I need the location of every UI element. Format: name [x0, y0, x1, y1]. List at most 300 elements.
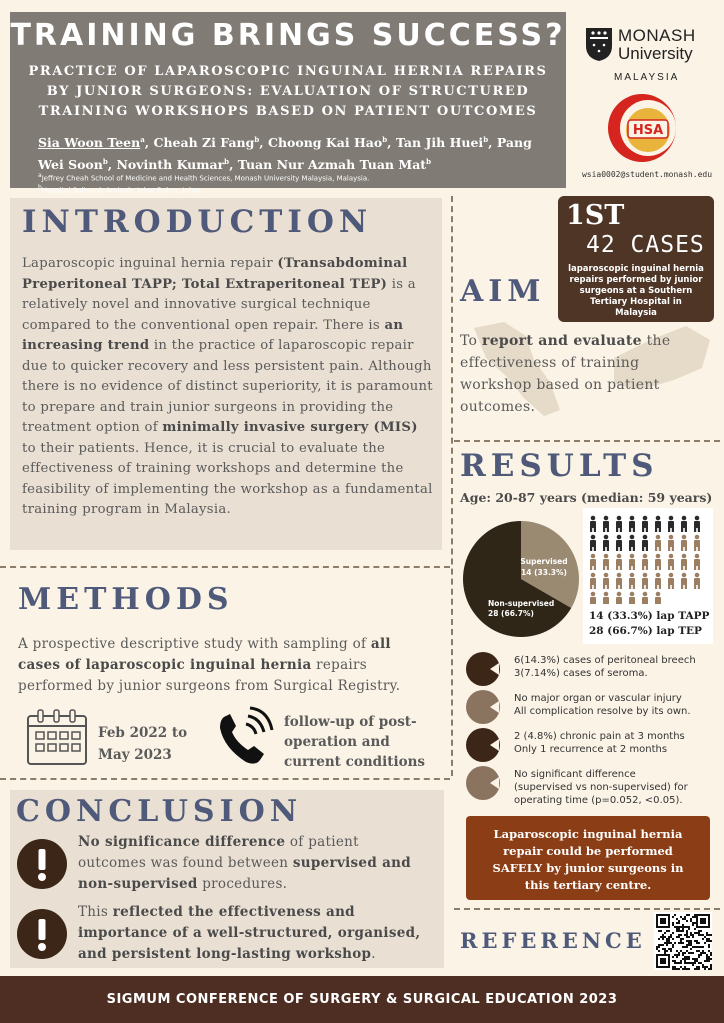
qr-module [682, 926, 684, 928]
qr-module [678, 926, 680, 928]
person-icon [655, 535, 661, 551]
person-icon [681, 554, 687, 570]
qr-module [660, 944, 662, 946]
qr-module [700, 946, 702, 948]
qr-module [706, 938, 708, 940]
affiliation-text: Jeffrey Cheah School of Medicine and Health Sciences, Monash University Malaysia, Malaysia. [41, 174, 370, 183]
qr-module [698, 934, 700, 936]
qr-module [676, 950, 678, 952]
qr-module [678, 920, 680, 922]
qr-module [682, 938, 684, 940]
qr-module [660, 936, 662, 938]
qr-module [666, 942, 668, 944]
qr-module [694, 960, 696, 962]
qr-module [678, 952, 680, 954]
monash-crest-icon [584, 26, 614, 62]
qr-module [668, 942, 670, 944]
arrow-icon [490, 701, 499, 713]
qr-module [674, 942, 676, 944]
qr-module [698, 942, 700, 944]
qr-module [698, 930, 700, 932]
person-icon [590, 573, 596, 589]
qr-module [710, 964, 712, 966]
text-run: is a relatively novel and innovative surgical technique compared to the conventional open repair. There is [22, 276, 416, 333]
qr-module [706, 934, 708, 936]
qr-module [710, 940, 712, 942]
qr-module [678, 936, 680, 938]
qr-module [686, 926, 688, 928]
qr-module [698, 946, 700, 948]
person-icon [668, 573, 674, 589]
qr-module [676, 968, 678, 970]
qr-module [692, 946, 694, 948]
result-item [466, 690, 720, 730]
text-run: procedures. [197, 876, 288, 892]
qr-module [682, 930, 684, 932]
person-icon [629, 535, 635, 551]
qr-module [708, 950, 710, 952]
qr-module [686, 934, 688, 936]
qr-module [688, 944, 690, 946]
text-run: Laparoscopic inguinal hernia repair [22, 256, 278, 271]
qr-module [684, 918, 686, 920]
text-run: of patient outcomes was found between [78, 834, 359, 871]
poster-subtitle: PRACTICE OF LAPAROSCOPIC INGUINAL HERNIA REPAIRS BY JUNIOR SURGEONS: EVALUATION OF STRUCTURED TRAINING WORKSHOPS BASED ON PATIENT OUTCOMES [28, 64, 548, 119]
qr-module [686, 930, 688, 932]
qr-module [662, 944, 664, 946]
qr-module [702, 966, 704, 968]
results-heading: RESULTS [460, 448, 659, 484]
person-icon [590, 554, 596, 570]
qr-module [684, 958, 686, 960]
qr-module [680, 930, 682, 932]
result-line: No significant difference [514, 769, 636, 780]
study-period: Feb 2022 to May 2023 [98, 725, 188, 763]
qr-module [678, 928, 680, 930]
person-icon [603, 516, 609, 532]
qr-module [698, 966, 700, 968]
person-icon [694, 554, 700, 570]
author-sup: b [483, 135, 489, 144]
qr-module [710, 968, 712, 970]
qr-module [674, 968, 676, 970]
hsa-logo-icon [606, 92, 678, 164]
person-icon [616, 516, 622, 532]
result-line: All complication resolve by its own. [514, 706, 691, 717]
poster-title: TRAINING BRINGS SUCCESS? [10, 18, 566, 53]
qr-module [664, 942, 666, 944]
qr-module [686, 944, 688, 946]
qr-module [686, 920, 688, 922]
qr-module [698, 932, 700, 934]
result-item [466, 766, 720, 806]
qr-module [690, 918, 692, 920]
arrow-icon [490, 739, 499, 751]
qr-module [678, 922, 680, 924]
contact-email: wsia0002@student.monash.edu [581, 170, 713, 179]
qr-module [694, 932, 696, 934]
qr-module [662, 948, 664, 950]
aim-heading: AIM [460, 274, 546, 309]
qr-module [692, 952, 694, 954]
monash-name: MONASH [618, 26, 696, 45]
result-line: (supervised vs non-supervised) for [514, 782, 688, 793]
author-name: Tuan Nur Azmah Tuan Mat [237, 157, 427, 173]
qr-module [684, 946, 686, 948]
qr-module [704, 952, 706, 954]
qr-module [688, 962, 690, 964]
qr-module [682, 954, 684, 956]
qr-module [690, 942, 692, 944]
qr-module [666, 930, 668, 932]
tep-count: 28 (66.7%) lap TEP [589, 625, 702, 637]
text-run: No significance difference [78, 834, 286, 850]
result-line: 2 (4.8%) chronic pain at 3 months [514, 731, 685, 742]
person-icon [655, 573, 661, 589]
qr-module [700, 934, 702, 936]
qr-module [688, 936, 690, 938]
qr-module [700, 952, 702, 954]
qr-module [690, 962, 692, 964]
conclusion-heading: CONCLUSION [16, 794, 303, 829]
qr-module [684, 952, 686, 954]
conclusion-p1 [78, 832, 430, 895]
qr-module [674, 960, 676, 962]
qr-module [702, 938, 704, 940]
qr-module [658, 946, 660, 948]
qr-module [672, 916, 674, 918]
qr-module [674, 962, 676, 964]
text-run: . [371, 946, 376, 962]
qr-module [694, 968, 696, 970]
qr-module [670, 942, 672, 944]
qr-module [684, 956, 686, 958]
qr-module [672, 946, 674, 948]
qr-module [688, 926, 690, 928]
result-line: 6(14.3%) cases of peritoneal breech [514, 655, 696, 666]
results-age: Age: 20-87 years (median: 59 years) [460, 490, 713, 505]
qr-module [684, 962, 686, 964]
qr-module [706, 960, 708, 962]
result-line: 3(7.14%) cases of seroma. [514, 668, 648, 679]
qr-module [698, 950, 700, 952]
footer-banner: SIGMUM CONFERENCE OF SURGERY & SURGICAL EDUCATION 2023 [0, 976, 724, 1023]
pie-value-supervised: 14 (33.3%) [521, 568, 567, 577]
person-icon [603, 573, 609, 589]
qr-module [686, 956, 688, 958]
qr-finder [696, 914, 710, 928]
qr-module [686, 946, 688, 948]
qr-module [682, 952, 684, 954]
text-run: an increasing trend [22, 317, 404, 353]
qr-module [670, 936, 672, 938]
qr-module [662, 934, 664, 936]
result-item [466, 728, 720, 768]
qr-module [704, 966, 706, 968]
methods-conclusion-divider [0, 778, 450, 780]
qr-module [688, 958, 690, 960]
text-run: A prospective descriptive study with sampling of [18, 636, 371, 652]
qr-module [672, 922, 674, 924]
person-icon [655, 516, 661, 532]
qr-module [664, 948, 666, 950]
qr-module [666, 944, 668, 946]
text-run: all cases of laparoscopic inguinal hernia [18, 636, 391, 673]
person-icon [629, 516, 635, 532]
qr-module [656, 948, 658, 950]
author-sup: a [140, 135, 145, 144]
person-icon [616, 535, 622, 551]
person-icon [655, 554, 661, 570]
person-icon [616, 592, 622, 604]
qr-module [686, 940, 688, 942]
person-icon [616, 573, 622, 589]
author-sup: b [102, 157, 108, 167]
followup-text: follow-up of post-operation and current conditions [284, 714, 425, 770]
results-summary-box: Laparoscopic inguinal hernia repair could be performed SAFELY by junior surgeons in this tertiary centre. [466, 816, 710, 900]
person-icon [681, 573, 687, 589]
qr-module [702, 964, 704, 966]
person-icon [642, 516, 648, 532]
qr-module [684, 966, 686, 968]
text-run: This [78, 904, 113, 920]
qr-module [694, 914, 696, 916]
person-icon [668, 516, 674, 532]
qr-module [704, 936, 706, 938]
qr-module [676, 922, 678, 924]
qr-module [700, 962, 702, 964]
qr-module [662, 938, 664, 940]
qr-module [686, 932, 688, 934]
qr-module [672, 924, 674, 926]
qr-module [688, 942, 690, 944]
person-icon [590, 535, 596, 551]
qr-module [672, 938, 674, 940]
person-icon [629, 592, 635, 604]
qr-module [710, 954, 712, 956]
qr-module [680, 940, 682, 942]
qr-module [694, 928, 696, 930]
qr-module [710, 966, 712, 968]
qr-module [684, 926, 686, 928]
qr-module [690, 934, 692, 936]
qr-module [658, 938, 660, 940]
affiliation-sup: a [38, 172, 42, 179]
person-icon [590, 592, 596, 604]
qr-module [682, 942, 684, 944]
author-sup: b [224, 157, 230, 167]
person-icon [603, 554, 609, 570]
author-sup: b [382, 135, 388, 144]
people-panel [583, 508, 713, 644]
qr-module [678, 954, 680, 956]
qr-module [698, 968, 700, 970]
qr-module [678, 942, 680, 944]
qr-module [692, 916, 694, 918]
qr-module [680, 938, 682, 940]
qr-module [672, 956, 674, 958]
qr-module [696, 940, 698, 942]
author-name: Choong Kai Hao [268, 135, 383, 151]
qr-module [686, 950, 688, 952]
affiliation-sup: b [38, 184, 42, 192]
qr-module [692, 934, 694, 936]
qr-module [690, 940, 692, 942]
affiliation-line [38, 183, 558, 195]
pie-label-non-supervised: Non-supervised [488, 599, 555, 608]
qr-module [694, 946, 696, 948]
qr-module [680, 916, 682, 918]
qr-module [672, 966, 674, 968]
qr-code-icon[interactable] [654, 912, 712, 970]
qr-module [678, 962, 680, 964]
text-run: To [460, 333, 483, 349]
qr-module [686, 936, 688, 938]
tapp-count: 14 (33.3%) lap TAPP [589, 610, 710, 622]
person-icon [603, 592, 609, 604]
qr-module [686, 914, 688, 916]
qr-module [704, 960, 706, 962]
qr-module [696, 942, 698, 944]
qr-module [688, 940, 690, 942]
qr-module [680, 960, 682, 962]
badge-description: laparoscopic inguinal hernia repairs performed by junior surgeons at a Southern Tertiary Hospital in Malaysia [568, 264, 704, 318]
qr-finder [656, 914, 670, 928]
qr-module [706, 966, 708, 968]
conclusion-panel [10, 790, 444, 968]
qr-module [684, 916, 686, 918]
text-run: reflected the effectiveness and importance of a well-structured, organised, and persistent long-lasting workshop [78, 904, 421, 962]
text-run: supervised and non-supervised [78, 855, 411, 892]
text-run: repairs performed by junior surgeons from Surgical Registry. [18, 657, 401, 694]
qr-module [696, 958, 698, 960]
qr-module [672, 960, 674, 962]
qr-module [694, 962, 696, 964]
qr-module [662, 936, 664, 938]
qr-module [664, 952, 666, 954]
qr-module [696, 950, 698, 952]
qr-module [674, 966, 676, 968]
qr-module [678, 934, 680, 936]
qr-finder [656, 954, 670, 968]
qr-module [704, 942, 706, 944]
result-text [514, 654, 724, 680]
badge-cases: 42 CASES [586, 232, 705, 258]
person-icon [694, 535, 700, 551]
qr-module [676, 954, 678, 956]
qr-module [670, 950, 672, 952]
qr-module [698, 962, 700, 964]
qr-module [694, 916, 696, 918]
qr-module [696, 932, 698, 934]
qr-module [670, 948, 672, 950]
qr-module [692, 936, 694, 938]
qr-module [674, 926, 676, 928]
qr-module [692, 924, 694, 926]
result-text [514, 692, 724, 718]
result-text [514, 768, 724, 807]
qr-module [694, 958, 696, 960]
person-icon [629, 573, 635, 589]
qr-module [708, 934, 710, 936]
text-run: in the practice of laparoscopic repair due to quicker recovery and less persistent pain. Although there is no evidence of distinct superiority, it is paramount to prepare and train junior surgeons in providing the treatment option of [22, 338, 433, 435]
text-run: report and evaluate [482, 333, 642, 349]
qr-module [672, 944, 674, 946]
qr-module [702, 952, 704, 954]
person-icon [668, 535, 674, 551]
qr-module [658, 950, 660, 952]
qr-module [676, 936, 678, 938]
qr-module [656, 946, 658, 948]
qr-module [684, 934, 686, 936]
qr-module [678, 968, 680, 970]
text-run: (Transabdominal Preperitoneal TAPP; Total Extraperitoneal TEP) [22, 256, 408, 292]
qr-module [664, 936, 666, 938]
qr-module [658, 930, 660, 932]
qr-module [680, 962, 682, 964]
qr-module [680, 934, 682, 936]
cases-badge [558, 196, 714, 322]
qr-module [682, 968, 684, 970]
author-name: Novinth Kumar [116, 157, 225, 173]
header-banner [10, 12, 566, 195]
qr-module [666, 950, 668, 952]
logo-area [570, 12, 720, 188]
author-list: Sia Woon Teen$^a$, Cheah Zi Fang$^b$, Choong Kai Hao$^b$, Tan Jih Huei$^b$, Pang Wei Soon$^b$, Novinth Kumar$^b$, Tuan Nur Azmah Tuan Mat$^b$ [38, 135, 532, 173]
person-icon [616, 554, 622, 570]
qr-module [670, 934, 672, 936]
result-item [466, 652, 720, 692]
qr-module [658, 944, 660, 946]
qr-module [706, 932, 708, 934]
phone-icon [214, 706, 274, 768]
monash-country: MALAYSIA [614, 72, 680, 83]
introduction-panel [10, 198, 442, 550]
qr-module [698, 956, 700, 958]
qr-module [702, 950, 704, 952]
person-icon [642, 554, 648, 570]
qr-module [710, 952, 712, 954]
qr-module [690, 948, 692, 950]
person-icon [655, 592, 661, 604]
introduction-heading: INTRODUCTION [22, 204, 373, 240]
person-icon [629, 554, 635, 570]
qr-module [706, 956, 708, 958]
qr-module [700, 954, 702, 956]
conclusion-p2 [78, 902, 430, 965]
qr-module [696, 966, 698, 968]
qr-module [708, 946, 710, 948]
people-chart [587, 512, 709, 604]
hsa-text: HSA [632, 123, 664, 138]
monash-sub: University [618, 44, 693, 63]
qr-module [690, 944, 692, 946]
qr-module [676, 956, 678, 958]
affiliations [38, 171, 558, 196]
qr-module [678, 930, 680, 932]
result-line: No major organ or vascular injury [514, 693, 682, 704]
exclamation-icon [16, 908, 68, 960]
person-icon [694, 516, 700, 532]
qr-module [708, 956, 710, 958]
calendar-icon [26, 708, 88, 766]
qr-module [690, 920, 692, 922]
aim-results-divider [454, 440, 720, 442]
qr-module [660, 930, 662, 932]
qr-module [674, 914, 676, 916]
qr-module [676, 962, 678, 964]
aim-text [460, 330, 710, 418]
